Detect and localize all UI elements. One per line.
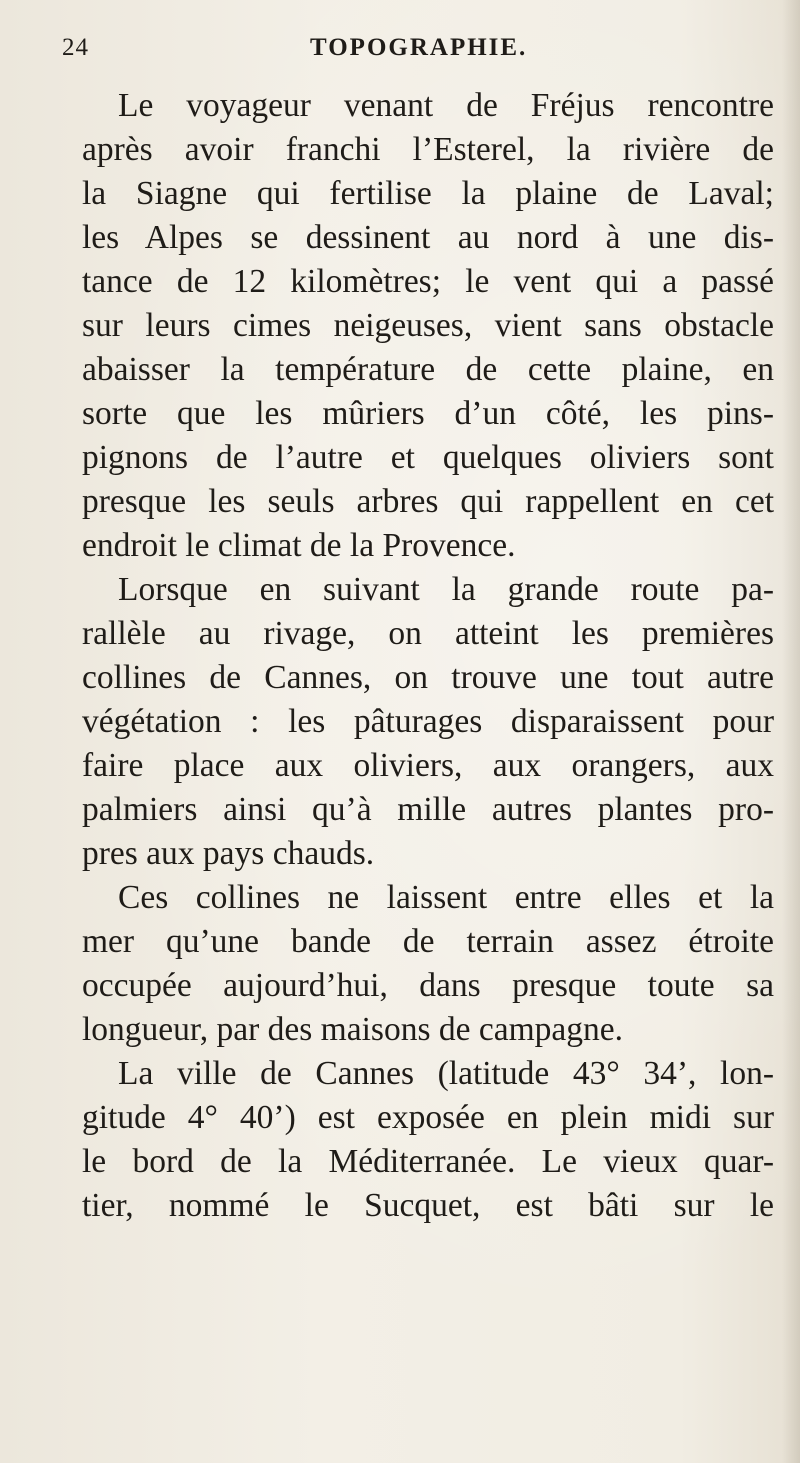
text-line: pignons de l’autre et quelques oliviers sont (82, 439, 774, 476)
text-line: Le voyageur venant de Fréjus rencontre (118, 87, 774, 124)
text-line: occupée aujourd’hui, dans presque toute sa (82, 967, 774, 1004)
page-number: 24 (62, 34, 89, 61)
text-line: collines de Cannes, on trouve une tout autre (82, 659, 774, 696)
text-line: tance de 12 kilomètres; le vent qui a passé (82, 263, 774, 300)
text-line: le bord de la Méditerranée. Le vieux quar- (82, 1143, 774, 1180)
text-line: les Alpes se dessinent au nord à une dis- (82, 219, 774, 256)
page-header (62, 34, 762, 70)
text-line: végétation : les pâturages disparaissent pour (82, 703, 774, 740)
text-line: la Siagne qui fertilise la plaine de Laval; (82, 175, 774, 212)
text-line: Ces collines ne laissent entre elles et la (118, 879, 774, 916)
text-line: gitude 4° 40’) est exposée en plein midi sur (82, 1099, 774, 1136)
text-line: Lorsque en suivant la grande route pa- (118, 571, 774, 608)
text-line: presque les seuls arbres qui rappellent en cet (82, 483, 774, 520)
text-line: abaisser la température de cette plaine, en (82, 351, 774, 388)
text-line: longueur, par des maisons de campagne. (82, 1011, 624, 1048)
text-line: mer qu’une bande de terrain assez étroite (82, 923, 774, 960)
text-line: tier, nommé le Sucquet, est bâti sur le (82, 1187, 774, 1224)
page-edge-shadow (782, 0, 800, 1463)
text-line: La ville de Cannes (latitude 43° 34’, lon- (118, 1055, 774, 1092)
text-line: endroit le climat de la Provence. (82, 527, 516, 564)
text-line: sur leurs cimes neigeuses, vient sans obstacle (82, 307, 774, 344)
text-line: après avoir franchi l’Esterel, la rivière de (82, 131, 774, 168)
text-line: sorte que les mûriers d’un côté, les pins- (82, 395, 774, 432)
text-line: faire place aux oliviers, aux orangers, aux (82, 747, 774, 784)
text-line: rallèle au rivage, on atteint les premières (82, 615, 774, 652)
running-head: TOPOGRAPHIE. (310, 34, 528, 61)
text-line: pres aux pays chauds. (82, 835, 375, 872)
text-line: palmiers ainsi qu’à mille autres plantes pro- (82, 791, 774, 828)
